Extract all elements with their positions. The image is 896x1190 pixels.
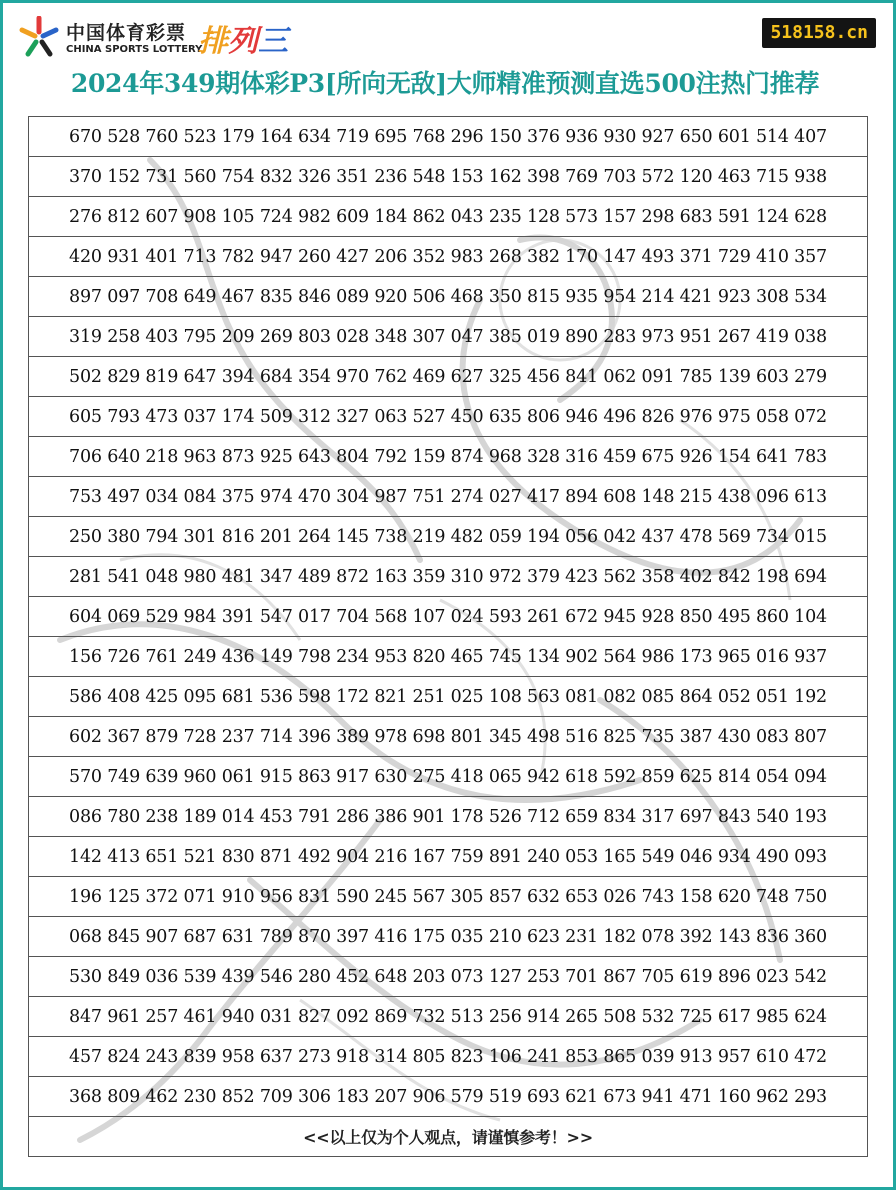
- number-row: [29, 557, 868, 597]
- number-row-cell: 602 367 879 728 237 714 396 389 978 698 801 345 498 516 825 735 387 430 083 807: [29, 717, 868, 757]
- logo-english-text: CHINA SPORTS LOTTERY: [66, 44, 203, 55]
- number-row-cell: 604 069 529 984 391 547 017 704 568 107 024 593 261 672 945 928 850 495 860 104: [29, 597, 868, 637]
- number-row-cell: 281 541 048 980 481 347 489 872 163 359 310 972 379 423 562 358 402 842 198 694: [29, 557, 868, 597]
- number-row: [29, 1077, 868, 1117]
- number-row: [29, 437, 868, 477]
- number-row: [29, 397, 868, 437]
- brand-char-2: 列: [228, 24, 258, 59]
- number-row-cell: 570 749 639 960 061 915 863 917 630 275 418 065 942 618 592 859 625 814 054 094: [29, 757, 868, 797]
- number-row-cell: 530 849 036 539 439 546 280 452 648 203 073 127 253 701 867 705 619 896 023 542: [29, 957, 868, 997]
- number-row-cell: 156 726 761 249 436 149 798 234 953 820 465 745 134 902 564 986 173 965 016 937: [29, 637, 868, 677]
- number-row: [29, 317, 868, 357]
- logo-chinese-text: 中国体育彩票: [66, 22, 187, 44]
- pailie-san-brand: [198, 16, 288, 60]
- brand-char-3: 三: [258, 24, 288, 59]
- number-row: [29, 477, 868, 517]
- number-row-cell: 753 497 034 084 375 974 470 304 987 751 274 027 417 894 608 148 215 438 096 613: [29, 477, 868, 517]
- number-row-cell: 068 845 907 687 631 789 870 397 416 175 035 210 623 231 182 078 392 143 836 360: [29, 917, 868, 957]
- page-title: 2024年349期体彩P3[所向无敌]大师精准预测直选500注热门推荐: [70, 69, 820, 98]
- number-row-cell: 142 413 651 521 830 871 492 904 216 167 759 891 240 053 165 549 046 934 490 093: [29, 837, 868, 877]
- number-row-cell: 370 152 731 560 754 832 326 351 236 548 153 162 398 769 703 572 120 463 715 938: [29, 157, 868, 197]
- number-row: [29, 997, 868, 1037]
- number-row-cell: 897 097 708 649 467 835 846 089 920 506 468 350 815 935 954 214 421 923 308 534: [29, 277, 868, 317]
- disclaimer-text: <<以上仅为个人观点，请谨慎参考！>>: [29, 1117, 868, 1157]
- number-row-cell: 605 793 473 037 174 509 312 327 063 527 450 635 806 946 496 826 976 975 058 072: [29, 397, 868, 437]
- number-row: [29, 117, 868, 157]
- number-row-cell: 457 824 243 839 958 637 273 918 314 805 823 106 241 853 865 039 913 957 610 472: [29, 1037, 868, 1077]
- number-row: [29, 957, 868, 997]
- number-row: [29, 717, 868, 757]
- number-row-cell: 670 528 760 523 179 164 634 719 695 768 296 150 376 936 930 927 650 601 514 407: [29, 117, 868, 157]
- number-row-cell: 502 829 819 647 394 684 354 970 762 469 627 325 456 841 062 091 785 139 603 279: [29, 357, 868, 397]
- number-row: [29, 877, 868, 917]
- number-row-cell: 086 780 238 189 014 453 791 286 386 901 178 526 712 659 834 317 697 843 540 193: [29, 797, 868, 837]
- number-row: [29, 1037, 868, 1077]
- lottery-star-icon: [18, 16, 60, 58]
- number-row: [29, 277, 868, 317]
- number-row-cell: 250 380 794 301 816 201 264 145 738 219 482 059 194 056 042 437 478 569 734 015: [29, 517, 868, 557]
- china-sports-lottery-logo: [18, 16, 338, 62]
- number-row: [29, 677, 868, 717]
- number-row: [29, 237, 868, 277]
- number-row: [29, 837, 868, 877]
- number-row-cell: 319 258 403 795 209 269 803 028 348 307 047 385 019 890 283 973 951 267 419 038: [29, 317, 868, 357]
- number-row: [29, 157, 868, 197]
- number-row: [29, 917, 868, 957]
- site-url-badge: 518158.cn: [762, 18, 876, 48]
- header: [0, 0, 890, 116]
- number-row: [29, 357, 868, 397]
- number-row-cell: 420 931 401 713 782 947 260 427 206 352 983 268 382 170 147 493 371 729 410 357: [29, 237, 868, 277]
- footer-row: [29, 1117, 868, 1157]
- number-row: [29, 197, 868, 237]
- number-row-cell: 276 812 607 908 105 724 982 609 184 862 043 235 128 573 157 298 683 591 124 628: [29, 197, 868, 237]
- number-row-cell: 706 640 218 963 873 925 643 804 792 159 874 968 328 316 459 675 926 154 641 783: [29, 437, 868, 477]
- number-row: [29, 597, 868, 637]
- number-row: [29, 797, 868, 837]
- number-row-cell: 586 408 425 095 681 536 598 172 821 251 025 108 563 081 082 085 864 052 051 192: [29, 677, 868, 717]
- number-row: [29, 517, 868, 557]
- brand-char-1: 排: [198, 24, 228, 59]
- number-row-cell: 196 125 372 071 910 956 831 590 245 567 305 857 632 653 026 743 158 620 748 750: [29, 877, 868, 917]
- number-row: [29, 637, 868, 677]
- number-row-cell: 847 961 257 461 940 031 827 092 869 732 513 256 914 265 508 532 725 617 985 624: [29, 997, 868, 1037]
- prediction-number-table: [28, 116, 868, 1157]
- number-row-cell: 368 809 462 230 852 709 306 183 207 906 579 519 693 621 673 941 471 160 962 293: [29, 1077, 868, 1117]
- number-row: [29, 757, 868, 797]
